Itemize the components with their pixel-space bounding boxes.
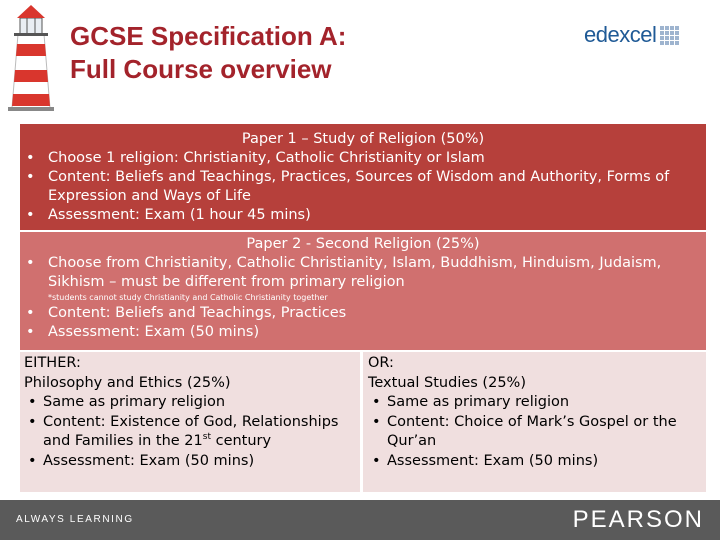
- paper1-heading: Paper 1 – Study of Religion (50%): [241, 131, 485, 147]
- option-either-title: Philosophy and Ethics (25%): [24, 374, 231, 391]
- edexcel-logo: [584, 22, 679, 48]
- logo-text: edexcel: [584, 22, 657, 47]
- footer-tagline: ALWAYS LEARNING: [16, 514, 134, 525]
- list-item: • Choose from Christianity, Catholic Christianity, Islam, Buddhism, Hinduism, Judaism, Sikhism – must be different from primary religion: [26, 255, 662, 290]
- page-title: [70, 20, 346, 86]
- option-either-bullet-list: [24, 393, 356, 471]
- title-line-1: GCSE Specification A:: [70, 21, 347, 51]
- option-or-label: OR:: [368, 355, 394, 371]
- footer-bar: [0, 500, 720, 540]
- list-item: • Assessment: Exam (1 hour 45 mins): [26, 207, 311, 223]
- option-either-panel: [20, 352, 360, 492]
- paper2-bullet-list: [20, 254, 706, 292]
- option-or-bullet-list: [368, 393, 702, 471]
- option-either-label: EITHER:: [24, 355, 81, 371]
- paper2-panel: [20, 232, 706, 350]
- paper2-heading: Paper 2 - Second Religion (25%): [246, 236, 480, 252]
- logo-grid-icon: [660, 26, 679, 45]
- paper2-footnote: *students cannot study Christianity and Catholic Christianity together: [48, 293, 328, 302]
- pearson-logo: PEARSON: [572, 506, 704, 533]
- option-or-title: Textual Studies (25%): [368, 374, 526, 391]
- list-item: • Content: Beliefs and Teachings, Practices, Sources of Wisdom and Authority, Forms of Expression and Ways of Life: [26, 169, 670, 204]
- list-item: • Assessment: Exam (50 mins): [28, 452, 255, 469]
- list-item: • Choose 1 religion: Christianity, Catholic Christianity or Islam: [26, 150, 485, 166]
- list-item: • Assessment: Exam (50 mins): [26, 324, 260, 340]
- list-item: • Content: Existence of God, Relationships and Families in the 21st century: [28, 413, 339, 449]
- title-line-2: Full Course overview: [70, 54, 332, 84]
- paper2-bullet-list-2: [20, 304, 706, 342]
- lighthouse-image: [0, 0, 62, 118]
- list-item: • Same as primary religion: [28, 394, 226, 410]
- list-item: • Same as primary religion: [372, 394, 570, 410]
- option-or-panel: [363, 352, 706, 492]
- list-item: • Assessment: Exam (50 mins): [372, 452, 599, 469]
- paper1-panel: [20, 124, 706, 230]
- list-item: • Content: Choice of Mark’s Gospel or the Qur’an: [372, 413, 677, 449]
- list-item: • Content: Beliefs and Teachings, Practices: [26, 305, 347, 321]
- paper1-bullet-list: [20, 149, 706, 225]
